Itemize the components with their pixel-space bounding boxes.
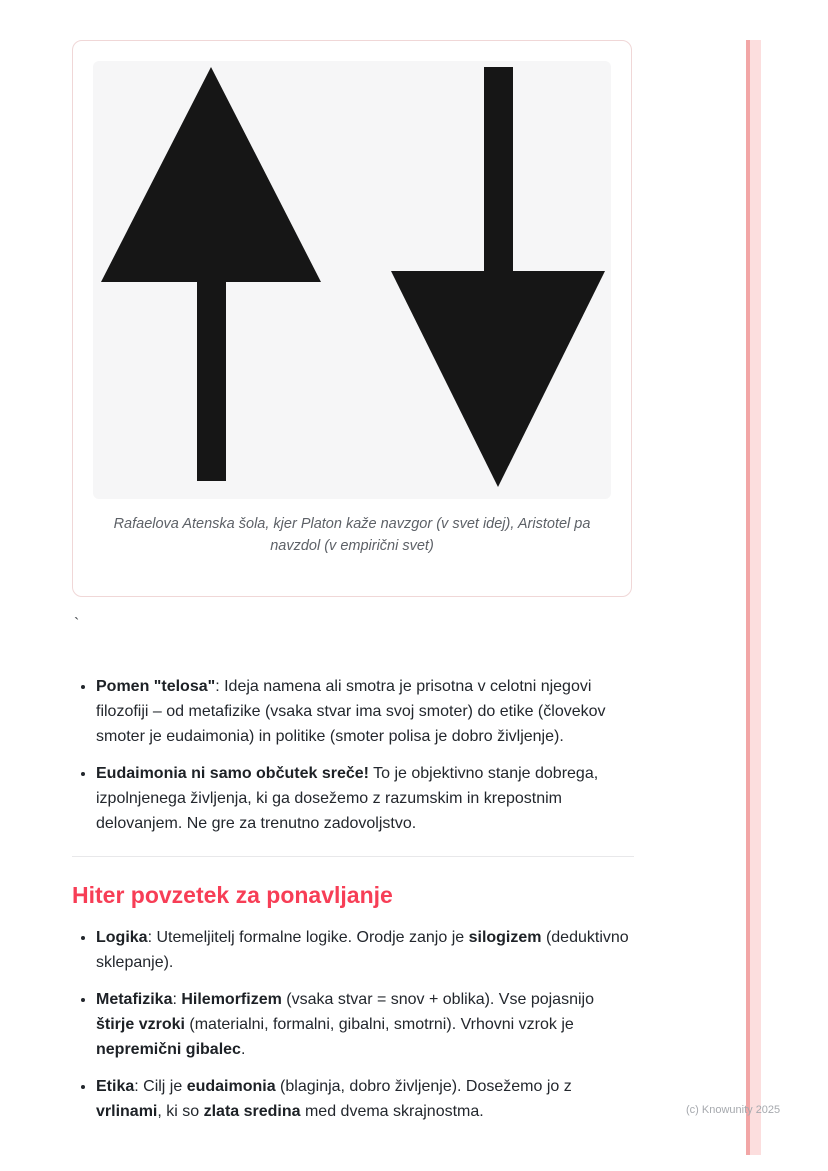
arrow-up-icon <box>101 67 321 481</box>
scrollbar-track[interactable] <box>746 40 761 1155</box>
list-item <box>96 987 634 1062</box>
section-divider <box>72 856 634 857</box>
list-item-text: Logika: Utemeljitelj formalne logike. Orodje zanjo je silogizem (deduktivno sklepanje). <box>96 929 629 971</box>
list-item <box>96 761 634 836</box>
list-item-text: Pomen "telosa": Ideja namena ali smotra je prisotna v celotni njegovi filozofiji – od metafizike (vsaka stvar ima svoj smoter) do etike (človekov smoter je eudaimonia) in politike (smoter polisa je dobro življenje). <box>96 678 606 745</box>
list-item-text: Eudaimonia ni samo občutek sreče! To je objektivno stanje dobrega, izpolnjenega življenja, ki ga dosežemo z razumskim in krepostnim delovanjem. Ne gre za trenutno zadovoljstvo. <box>96 765 599 832</box>
stray-backtick: ` <box>74 616 80 633</box>
arrow-down-icon <box>391 67 605 487</box>
list-item-text: Etika: Cilj je eudaimonia (blaginja, dobro življenje). Dosežemo jo z vrlinami, ki so zlata sredina med dvema skrajnostma. <box>96 1078 572 1120</box>
list-item-text: Metafizika: Hilemorfizem (vsaka stvar = snov + oblika). Vse pojasnijo štirje vzroki (materialni, formalni, gibalni, smotrni). Vrhovni vzrok je nepremični gibalec. <box>96 991 594 1058</box>
list-item <box>96 925 634 975</box>
scrollbar-thumb[interactable] <box>746 40 750 1155</box>
list-item <box>96 674 634 749</box>
figure-card <box>72 40 632 597</box>
watermark: (c) Knowunity 2025 <box>686 1104 781 1116</box>
section-heading: Hiter povzetek za ponavljanje <box>72 882 393 908</box>
arrows-illustration <box>93 61 611 499</box>
notes-list <box>72 674 634 836</box>
list-item <box>96 1074 634 1124</box>
summary-list <box>72 925 634 1124</box>
content-column <box>72 674 634 1124</box>
figure-caption: Rafaelova Atenska šola, kjer Platon kaže navzgor (v svet idej), Aristotel pa navzdol (v empirični svet) <box>113 516 591 554</box>
figure-image <box>93 61 611 499</box>
